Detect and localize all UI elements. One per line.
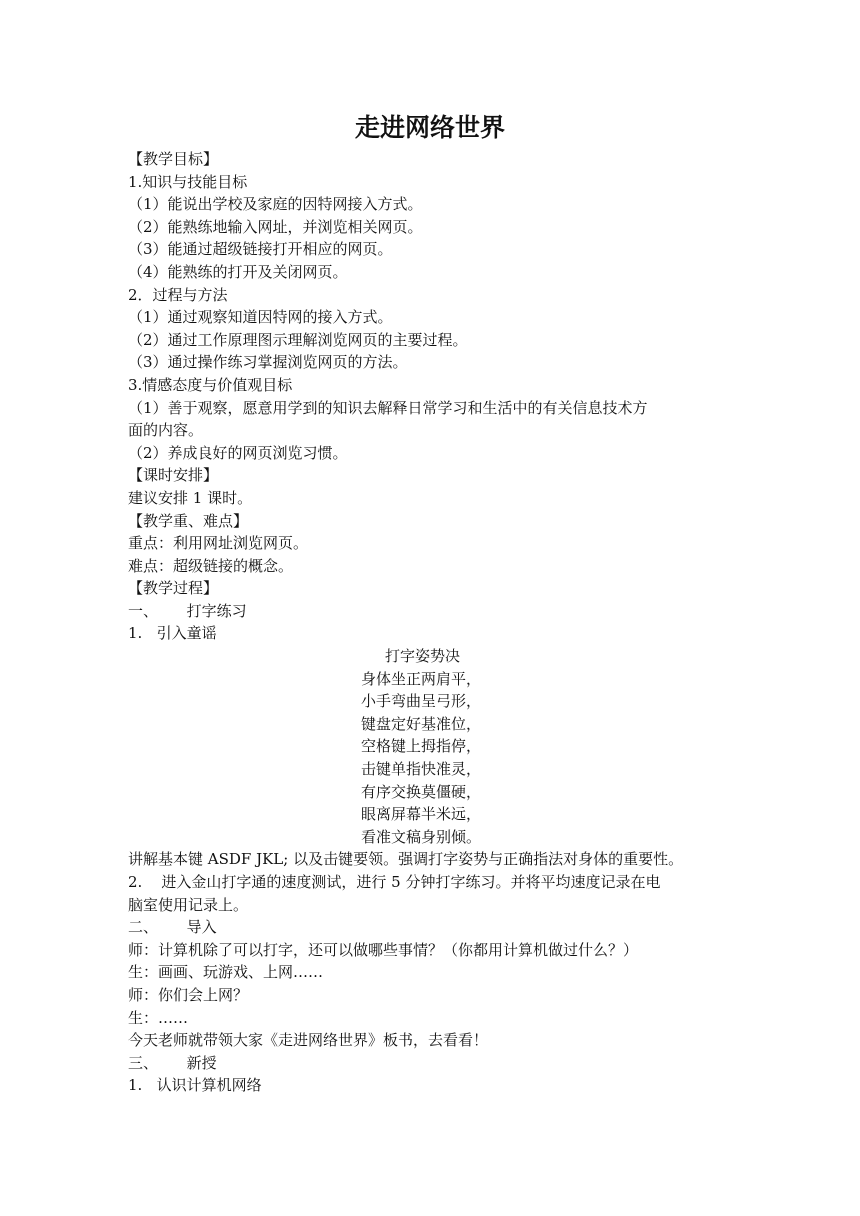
text-line: 师：你们会上网？ — [128, 985, 249, 1004]
text-line: 【教学重、难点】 — [128, 511, 249, 530]
text-line: 建议安排 1 课时。 — [128, 488, 253, 507]
text-line: （1）善于观察，愿意用学到的知识去解释日常学习和生活中的有关信息技术方 — [128, 398, 648, 417]
poem-line: 空格键上拇指停， — [361, 737, 482, 756]
text-line: （1）通过观察知道因特网的接入方式。 — [128, 308, 393, 327]
typing-posture-poem — [128, 645, 738, 848]
text-line: 3.情感态度与价值观目标 — [128, 375, 293, 394]
document-title: 走进网络世界 — [354, 113, 505, 142]
text-line: 2. 进入金山打字通的速度测试，进行 5 分钟打字练习。并将平均速度记录在电 — [128, 873, 661, 891]
section-lesson-steps — [128, 848, 738, 1097]
text-line: （3）能通过超级链接打开相应的网页。 — [128, 240, 393, 259]
text-line: 师：计算机除了可以打字，还可以做哪些事情？（你都用计算机做过什么？） — [128, 940, 639, 959]
poem-line: 看准文稿身别倾。 — [361, 827, 482, 846]
text-line: 脑室使用记录上。 — [128, 895, 249, 914]
text-line: 重点：利用网址浏览网页。 — [128, 534, 309, 553]
text-line: 难点：超级链接的概念。 — [128, 556, 294, 575]
poem-line: 身体坐正两肩平， — [361, 669, 482, 688]
text-line: （2）通过工作原理图示理解浏览网页的主要过程。 — [128, 330, 468, 349]
text-line: 【教学过程】 — [128, 579, 219, 598]
poem-line: 键盘定好基准位， — [361, 714, 482, 733]
text-line: 2．过程与方法 — [128, 285, 228, 304]
text-line: 二、 导入 — [128, 918, 217, 937]
document-body — [128, 148, 738, 1097]
text-line: 【教学目标】 — [128, 150, 219, 168]
text-line: 讲解基本键 ASDF JKL; 以及击键要领。强调打字姿势与正确指法对身体的重要性。 — [128, 850, 684, 869]
text-line: 生：…… — [128, 1008, 189, 1027]
text-line: （3）通过操作练习掌握浏览网页的方法。 — [128, 353, 408, 372]
text-line: 今天老师就带领大家《走进网络世界》板书，去看看！ — [128, 1031, 489, 1050]
text-line: 三、 新授 — [128, 1053, 217, 1072]
poem-line: 小手弯曲呈弓形， — [361, 692, 482, 711]
text-line: 1. 引入童谣 — [128, 624, 217, 643]
text-line: 1.知识与技能目标 — [128, 172, 248, 191]
poem-lines — [361, 668, 738, 849]
text-line: （2）能熟练地输入网址，并浏览相关网页。 — [128, 217, 423, 236]
poem-line: 眼离屏幕半米远， — [361, 805, 482, 824]
poem-title: 打字姿势决 — [385, 647, 461, 666]
text-line: （2）养成良好的网页浏览习惯。 — [128, 443, 348, 462]
poem-line: 有序交换莫僵硬， — [361, 782, 482, 801]
section-objectives-and-process — [128, 148, 738, 645]
poem-line: 击键单指快准灵， — [361, 760, 482, 779]
text-line: 1. 认识计算机网络 — [128, 1076, 262, 1095]
text-line: 【课时安排】 — [128, 466, 219, 485]
text-line: 一、 打字练习 — [128, 601, 247, 620]
text-line: 面的内容。 — [128, 421, 204, 440]
text-line: 生：画画、玩游戏、上网…… — [128, 963, 324, 982]
text-line: （4）能熟练的打开及关闭网页。 — [128, 262, 348, 281]
text-line: （1）能说出学校及家庭的因特网接入方式。 — [128, 195, 423, 214]
